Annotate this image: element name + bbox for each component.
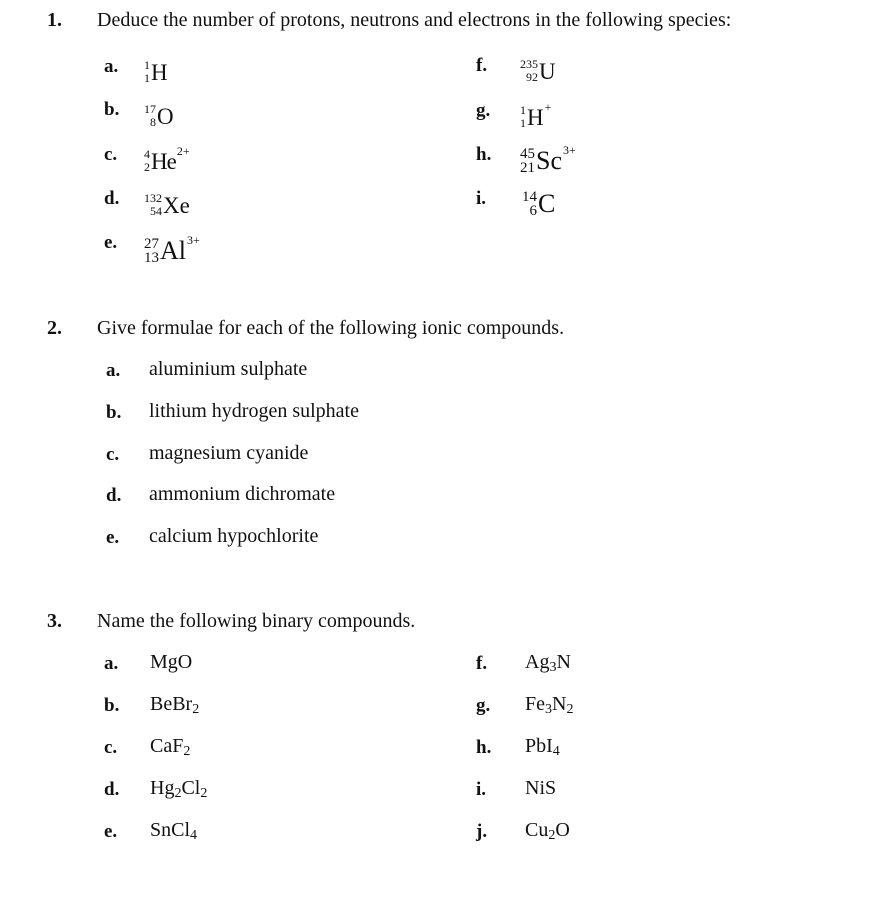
mass-number: 132 [144,191,162,205]
nuclide-al-27 [144,235,200,265]
formula [150,819,197,842]
nuclide-xe-132 [144,189,191,218]
atomic-number: 13 [144,250,159,266]
mass-number: 27 [144,236,159,252]
formula-part: NiS [525,777,557,799]
compound-name: ammonium dichromate [149,483,336,505]
atomic-number: 92 [526,70,538,84]
mass-number: 1 [520,103,526,117]
formula [150,735,190,758]
question-prompt: Name the following binary compounds. [97,610,416,632]
item-label: a. [106,360,121,381]
subscript: 2 [183,744,191,759]
subscript: 4 [552,744,560,759]
subscript: 2 [566,702,574,717]
subscript: 2 [548,828,556,843]
element-symbol: Sc [536,146,562,175]
subscript: 4 [190,828,198,843]
item-label: h. [476,144,492,165]
item-label: c. [104,737,118,758]
element-symbol: Xe [163,192,190,218]
ion-charge: 3+ [187,233,200,247]
subscript: 3 [549,660,557,675]
subscript: 2 [174,786,182,801]
item-label: a. [104,56,119,77]
formula [525,735,560,758]
ion-charge: 3+ [563,143,576,157]
element-symbol: C [538,189,556,218]
formula-part: Cl [181,777,201,799]
nuclide-sc-45 [520,145,576,175]
item-label: d. [104,188,120,209]
ion-charge: + [544,100,552,114]
item-label: e. [104,821,118,842]
question-prompt: Deduce the number of protons, neutrons and electrons in the following species: [97,9,732,31]
nuclide-h-ion [520,101,551,130]
item-label: b. [104,695,120,716]
nuclide-h-1 [144,56,169,85]
mass-number: 45 [520,146,535,162]
formula-part: N [556,651,571,673]
nuclide-c-14 [522,188,556,218]
item-label: d. [106,485,122,506]
element-symbol: U [539,58,556,84]
atomic-number: 21 [520,160,535,176]
question-number: 1. [47,9,62,31]
mass-number: 14 [522,189,537,205]
formula-part: Hg [150,777,175,799]
formula-part: Cu [525,819,549,841]
item-label: h. [476,737,492,758]
element-symbol: He [151,148,176,174]
formula [150,651,192,674]
mass-number: 4 [144,147,150,161]
element-symbol: Al [160,236,186,265]
formula [525,693,573,716]
atomic-number: 6 [529,203,537,219]
question-number: 3. [47,610,62,632]
item-label: f. [476,55,488,76]
compound-name: magnesium cyanide [149,442,309,464]
item-label: b. [104,99,120,120]
formula [525,777,556,800]
ion-charge: 2+ [176,144,190,158]
atomic-number: 2 [144,160,150,174]
compound-name: calcium hypochlorite [149,525,319,547]
item-label: g. [476,695,491,716]
item-label: b. [106,402,122,423]
mass-number: 17 [144,102,156,116]
element-symbol: H [527,104,544,130]
question-number: 2. [47,317,62,339]
formula [150,693,199,716]
compound-name: aluminium sulphate [149,358,308,380]
formula [525,819,570,842]
formula-part: MgO [150,651,193,673]
formula-part: SnCl [150,819,191,841]
item-label: i. [476,188,487,209]
item-label: g. [476,100,491,121]
subscript: 3 [545,702,552,717]
item-label: c. [106,444,120,465]
formula-part: Fe [525,693,545,715]
atomic-number: 1 [144,71,150,85]
item-label: e. [104,232,118,253]
nuclide-he-4 [144,145,190,174]
formula [525,651,571,674]
item-label: j. [476,821,488,842]
question-prompt: Give formulae for each of the following ionic compounds. [97,317,565,339]
atomic-number: 8 [150,115,156,129]
formula-part: CaF [150,735,184,757]
element-symbol: H [151,59,168,85]
formula-part: N [552,693,567,715]
item-label: d. [104,779,120,800]
subscript: 2 [200,786,208,801]
item-label: a. [104,653,119,674]
formula-part: BeBr [150,693,193,715]
nuclide-o-17 [144,100,175,129]
atomic-number: 1 [520,116,526,130]
item-label: e. [106,527,120,548]
mass-number: 1 [144,58,150,72]
mass-number: 235 [520,57,538,71]
item-label: c. [104,144,118,165]
atomic-number: 54 [150,204,162,218]
item-label: i. [476,779,487,800]
formula-part: PbI [525,735,553,757]
formula-part: Ag [525,651,550,673]
item-label: f. [476,653,488,674]
element-symbol: O [157,103,174,129]
subscript: 2 [192,702,200,717]
formula [150,777,207,800]
nuclide-u-235 [520,55,557,84]
formula-part: O [555,819,570,841]
compound-name: lithium hydrogen sulphate [149,400,359,422]
